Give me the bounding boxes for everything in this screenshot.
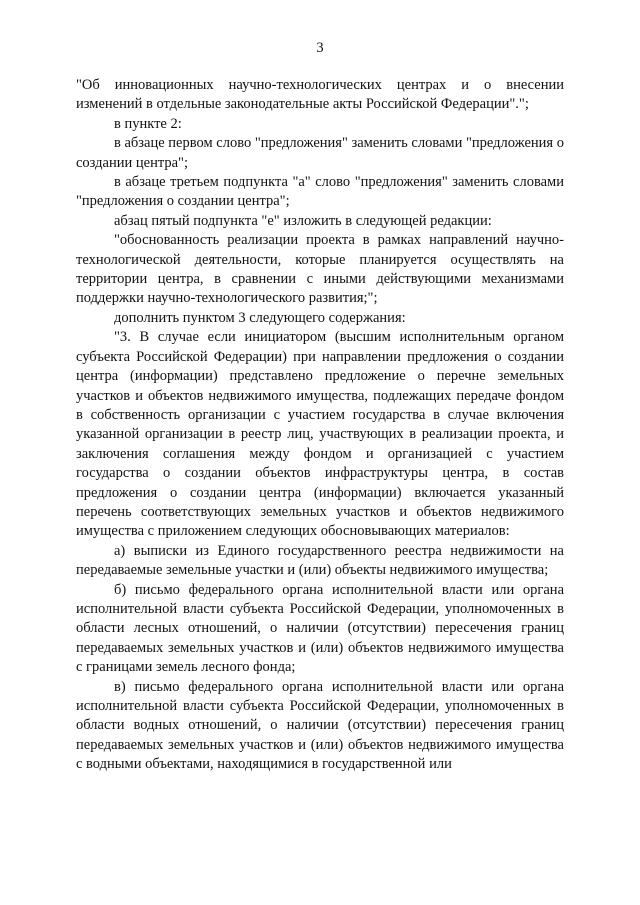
paragraph-3: в абзаце первом слово "предложения" заменить словами "предложения о создании центра"; [76,135,564,171]
paragraph-8: "3. В случае если инициатором (высшим исполнительным органом субъекта Российской Федерации) при направлении предложения о создании центра (информации) представлено предложение о перечне земельных участков и объектов недвижимого имущества, подлежащих передаче фондом в собственность организации с участием государства в случае включения указанной организации в реестр лиц, участвующих в реализации проекта, и заключения соглашения между фондом и организацией с участием государства о создании объектов инфраструктуры центра, в состав предложения о создании центра (информации) включается указанный перечень соответствующих земельных участков и объектов недвижимого имущества с приложением следующих обосновывающих материалов: [76,329,564,540]
paragraph-7: дополнить пунктом 3 следующего содержания: [114,309,406,326]
paragraph-2: в пункте 2: [114,115,182,132]
paragraph-10: б) письмо федерального органа исполнительной власти или органа исполнительной власти субъекта Российской Федерации, уполномоченных в области лесных отношений, о наличии (отсутствии) пересечения границ передаваемых земельных участков и (или) объектов недвижимого имущества с границами земель лесного фонда; [76,581,564,676]
paragraph-11: в) письмо федерального органа исполнительной власти или органа исполнительной власти субъекта Российской Федерации, уполномоченных в области водных отношений, о наличии (отсутствии) пересечения границ передаваемых земельных участков и (или) объектов недвижимого имущества с водными объектами, находящимися в государственной или [76,678,564,773]
paragraph-4: в абзаце третьем подпункта "а" слово "предложения" заменить словами "предложения о создании центра"; [76,174,564,210]
page-number: 3 [316,40,324,56]
paragraph-1: "Об инновационных научно-технологических центрах и о внесении изменений в отдельные законодательные акты Российской Федерации"."; [76,77,564,113]
paragraph-6: "обоснованность реализации проекта в рамках направлений научно-технологической деятельности, которые планируется осуществлять на территории центра, в сравнении с иными действующими механизмами поддержки научно-технологического развития;"; [76,232,564,307]
paragraph-5: абзац пятый подпункта "е" изложить в следующей редакции: [114,212,492,229]
paragraph-9: а) выписки из Единого государственного реестра недвижимости на передаваемые земельные участки и (или) объекты недвижимого имущества; [76,542,564,579]
document-body [76,76,564,775]
